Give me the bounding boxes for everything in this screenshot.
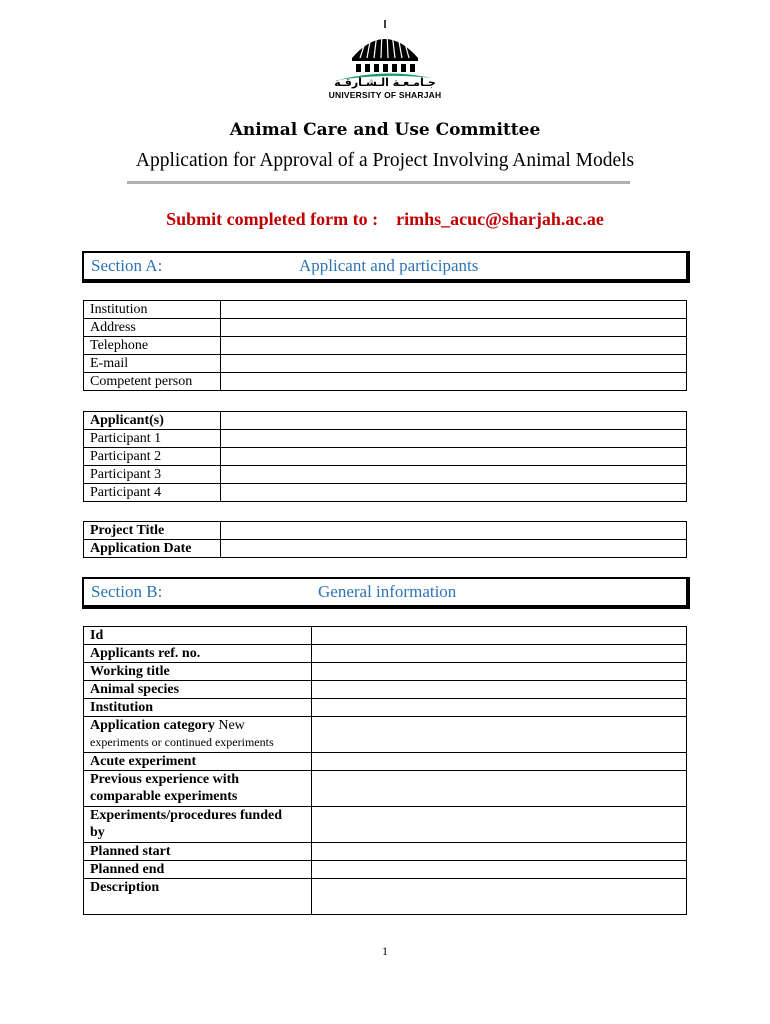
acute-experiment-field[interactable] [312,753,687,771]
section-b-title: General information [318,582,457,601]
description-field[interactable] [312,879,687,915]
participant-1-field[interactable] [221,430,687,448]
application-category-new: New [214,718,245,733]
section-a-title: Applicant and participants [299,256,479,275]
table-row [84,807,687,843]
project-title-label: Project Title [84,522,221,540]
address-field[interactable] [221,319,687,337]
section-a-label: Section A: [91,256,163,275]
table-row [84,337,687,355]
table-row [84,373,687,391]
animal-species-label: Animal species [84,681,312,699]
funded-by-field[interactable] [312,807,687,843]
table-row [84,663,687,681]
submit-label: Submit completed form to : [166,209,379,229]
institution-b-field[interactable] [312,699,687,717]
previous-experience-line1: Previous experience with [90,772,240,787]
institution-field[interactable] [221,301,687,319]
participant-2-label: Participant 2 [84,448,221,466]
table-row [84,466,687,484]
logo-arabic-text: جـامـعـة الـشـارقـة [334,76,436,89]
ref-no-label: Applicants ref. no. [84,645,312,663]
applicants-field[interactable] [221,412,687,430]
applicants-table [83,411,687,502]
description-label: Description [84,879,312,915]
table-row [84,771,687,807]
table-row [84,522,687,540]
table-row [84,717,687,753]
table-row [84,843,687,861]
table-row [84,861,687,879]
application-date-label: Application Date [84,540,221,558]
project-table [83,521,687,558]
institution-table [83,300,687,391]
previous-experience-label [84,771,312,807]
participant-3-label: Participant 3 [84,466,221,484]
submit-instruction [0,209,770,230]
table-row [84,540,687,558]
funded-by-line1: Experiments/procedures funded [90,808,282,823]
competent-person-label: Competent person [84,373,221,391]
animal-species-field[interactable] [312,681,687,699]
document-subtitle: Application for Approval of a Project Involving Animal Models [135,150,635,171]
institution-b-label: Institution [84,699,312,717]
application-category-label [84,717,312,753]
table-row [84,699,687,717]
general-info-table [83,626,687,915]
email-label: E-mail [84,355,221,373]
section-b-label: Section B: [91,582,163,601]
competent-person-field[interactable] [221,373,687,391]
planned-end-field[interactable] [312,861,687,879]
telephone-label: Telephone [84,337,221,355]
table-row [84,430,687,448]
participant-2-field[interactable] [221,448,687,466]
table-row [84,319,687,337]
participant-1-label: Participant 1 [84,430,221,448]
institution-label: Institution [84,301,221,319]
document-title: Animal Care and Use Committee [229,120,541,140]
page-number: 1 [382,944,388,958]
funded-by-line2: by [90,825,105,840]
applicants-label: Applicant(s) [84,412,221,430]
project-title-field[interactable] [221,522,687,540]
table-row [84,753,687,771]
table-row [84,412,687,430]
application-category-field[interactable] [312,717,687,753]
application-date-field[interactable] [221,540,687,558]
ref-no-field[interactable] [312,645,687,663]
table-row [84,301,687,319]
table-row [84,681,687,699]
planned-start-label: Planned start [84,843,312,861]
email-field[interactable] [221,355,687,373]
funded-by-label [84,807,312,843]
previous-experience-line2: comparable experiments [90,789,238,804]
logo-english-text: UNIVERSITY OF SHARJAH [328,90,442,100]
application-category-bold: Application category [90,718,215,733]
planned-end-label: Planned end [84,861,312,879]
application-category-note: experiments or continued experiments [90,735,274,749]
participant-4-field[interactable] [221,484,687,502]
title-divider [127,181,630,184]
address-label: Address [84,319,221,337]
working-title-label: Working title [84,663,312,681]
acute-experiment-label: Acute experiment [84,753,312,771]
section-a-header [82,251,690,283]
participant-4-label: Participant 4 [84,484,221,502]
table-row [84,627,687,645]
table-row [84,645,687,663]
table-row [84,355,687,373]
planned-start-field[interactable] [312,843,687,861]
table-row [84,484,687,502]
telephone-field[interactable] [221,337,687,355]
table-row [84,879,687,915]
working-title-field[interactable] [312,663,687,681]
previous-experience-field[interactable] [312,771,687,807]
submit-email-link[interactable]: rimhs_acuc@sharjah.ac.ae [396,209,604,229]
id-label: Id [84,627,312,645]
participant-3-field[interactable] [221,466,687,484]
table-row [84,448,687,466]
id-field[interactable] [312,627,687,645]
section-b-header [82,577,690,609]
